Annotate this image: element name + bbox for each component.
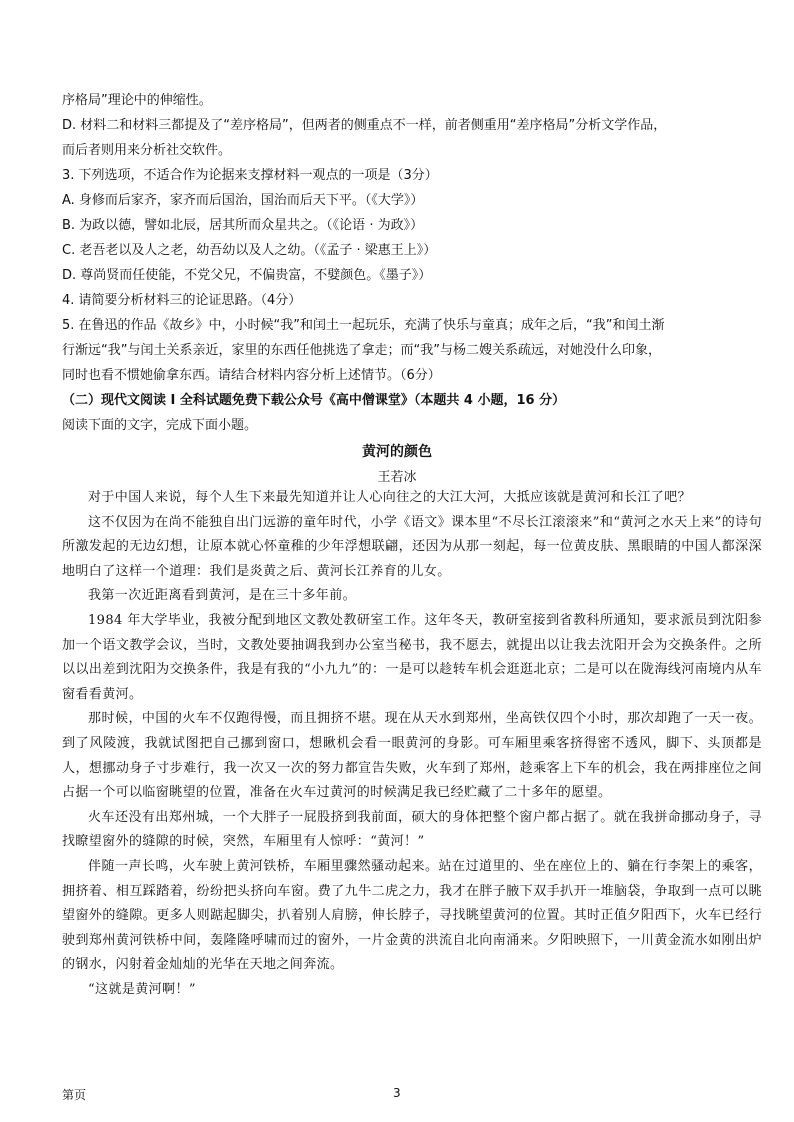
option-a: A. 身修而后家齐，家齐而后国治，国治而后天下平。（《大学》） bbox=[62, 193, 424, 208]
text-line: 行渐远“我”与闰土关系亲近，家里的东西任他挑选了拿走；而“我”与杨二嫂关系疏远，对她没什么印象， bbox=[62, 343, 661, 358]
instruction: 阅读下面的文字，完成下面小题。 bbox=[62, 418, 258, 433]
text-line: 而后者则用来分析社交软件。 bbox=[62, 143, 232, 158]
option-d: D. 尊尚贤而任使能，不党父兄，不偏贵富，不嬖颜色。《墨子》） bbox=[62, 268, 432, 283]
section-header: （二）现代文阅读 I 全科试题免费下载公众号《高中僧课堂》（本题共 4 小题，16 分） bbox=[62, 393, 566, 408]
article-paragraph: 对于中国人来说，每个人生下来最先知道并让人心向往之的大江大河，大抵应该就是黄河和长江了吧？ bbox=[88, 490, 692, 505]
text-line: D. 材料二和材料三都提及了“差序格局”，但两者的侧重点不一样，前者侧重用“差序格局”分析文学作品， bbox=[62, 118, 667, 133]
article-paragraph: 伴随一声长鸣，火车驶上黄河铁桥，车厢里骤然骚动起来。站在过道里的、坐在座位上的、躺在行李架上的乘客，拥挤着、相互踩踏着，纷纷把头挤向车窗。费了九牛二虎之力，我才在胖子腋下双手扒开一堆脑袋，争取到一点可以眺望窗外的缝隙。更多人则踮起脚尖，扒着别人肩膀，伸长脖子，寻找眺望黄河的位置。其时正值夕阳西下，火车已经行驶到郑州黄河铁桥中间，轰隆隆呼啸而过的窗外，一片金黄的洪流自北向南涌来。夕阳映照下，一川黄金流水如刚出炉的钢水，闪射着金灿灿的光华在天地之间奔流。 bbox=[62, 858, 762, 973]
article-author: 王若冰 bbox=[377, 470, 417, 485]
article-body bbox=[62, 486, 762, 1002]
article-paragraph: 这不仅因为在尚不能独自出门远游的童年时代，小学《语文》课本里“不尽长江滚滚来”和“黄河之水天上来”的诗句所激发起的无边幻想，让原本就心怀童稚的少年浮想联翩，还因为从那一刻起，每一位黄皮肤、黑眼睛的中国人都深深地明白了这样一个道理：我们是炎黄之后、黄河长江养育的儿女。 bbox=[62, 514, 762, 579]
question-5: 5. 在鲁迅的作品《故乡》中，小时候“我”和闰土一起玩乐，充满了快乐与童真；成年之后，“我”和闰土渐 bbox=[62, 318, 665, 333]
article-paragraph: “这就是黄河啊！” bbox=[88, 981, 196, 997]
question-3: 3. 下列选项，不适合作为论据来支撑材料一观点的一项是（3分） bbox=[62, 168, 438, 183]
text-line: 同时也看不惯她偷拿东西。请结合材料内容分析上述情节。（6分） bbox=[62, 368, 441, 383]
question-4: 4. 请简要分析材料三的论证思路。（4分） bbox=[62, 293, 302, 308]
article-paragraph: 那时候，中国的火车不仅跑得慢，而且拥挤不堪。现在从天水到郑州，坐高铁仅四个小时，那次却跑了一天一夜。到了风陵渡，我就试图把自己挪到窗口，想瞅机会看一眼黄河的身影。可车厢里乘客挤得密不透风，脚下、头顶都是人，想挪动身子寸步难行，我一次又一次的努力都宣告失败，火车到了郑州，趁乘客上下车的机会，我在两排座位之间占据一个可以临窗眺望的位置，准备在火车过黄河的时候满足我已经贮藏了二十多年的愿望。 bbox=[62, 711, 762, 801]
article-title: 黄河的颜色 bbox=[362, 444, 432, 460]
article-paragraph: 火车还没有出郑州城，一个大胖子一屁股挤到我前面，硕大的身体把整个窗户都占据了。就在我拼命挪动身子，寻找瞭望窗外的缝隙的时候，突然，车厢里有人惊呼：“黄河！” bbox=[62, 809, 762, 850]
article-paragraph: 1984 年大学毕业，我被分配到地区文教处教研室工作。这年冬天，教研室接到省教科所通知，要求派员到沈阳参加一个语文教学会议，当时，文教处要抽调我到办公室当秘书，我不愿去，就提出以让我去沈阳开会为交换条件。之所以以出差到沈阳为交换条件，我是有我的“小九九”的：一是可以趁转车机会逛逛北京；二是可以在陇海线河南境内从车窗看看黄河。 bbox=[62, 612, 762, 702]
text-line: 序格局”理论中的伸缩性。 bbox=[62, 93, 212, 108]
article-paragraph: 我第一次近距离看到黄河，是在三十多年前。 bbox=[88, 588, 357, 604]
option-c: C. 老吾老以及人之老，幼吾幼以及人之幼。（《孟子 · 梁惠王上》） bbox=[62, 243, 437, 258]
option-b: B. 为政以德，譬如北辰，居其所而众星共之。（《论语 · 为政》） bbox=[62, 218, 424, 233]
footer-label: 第页 bbox=[62, 1088, 87, 1102]
page-number: 3 bbox=[393, 1086, 401, 1100]
